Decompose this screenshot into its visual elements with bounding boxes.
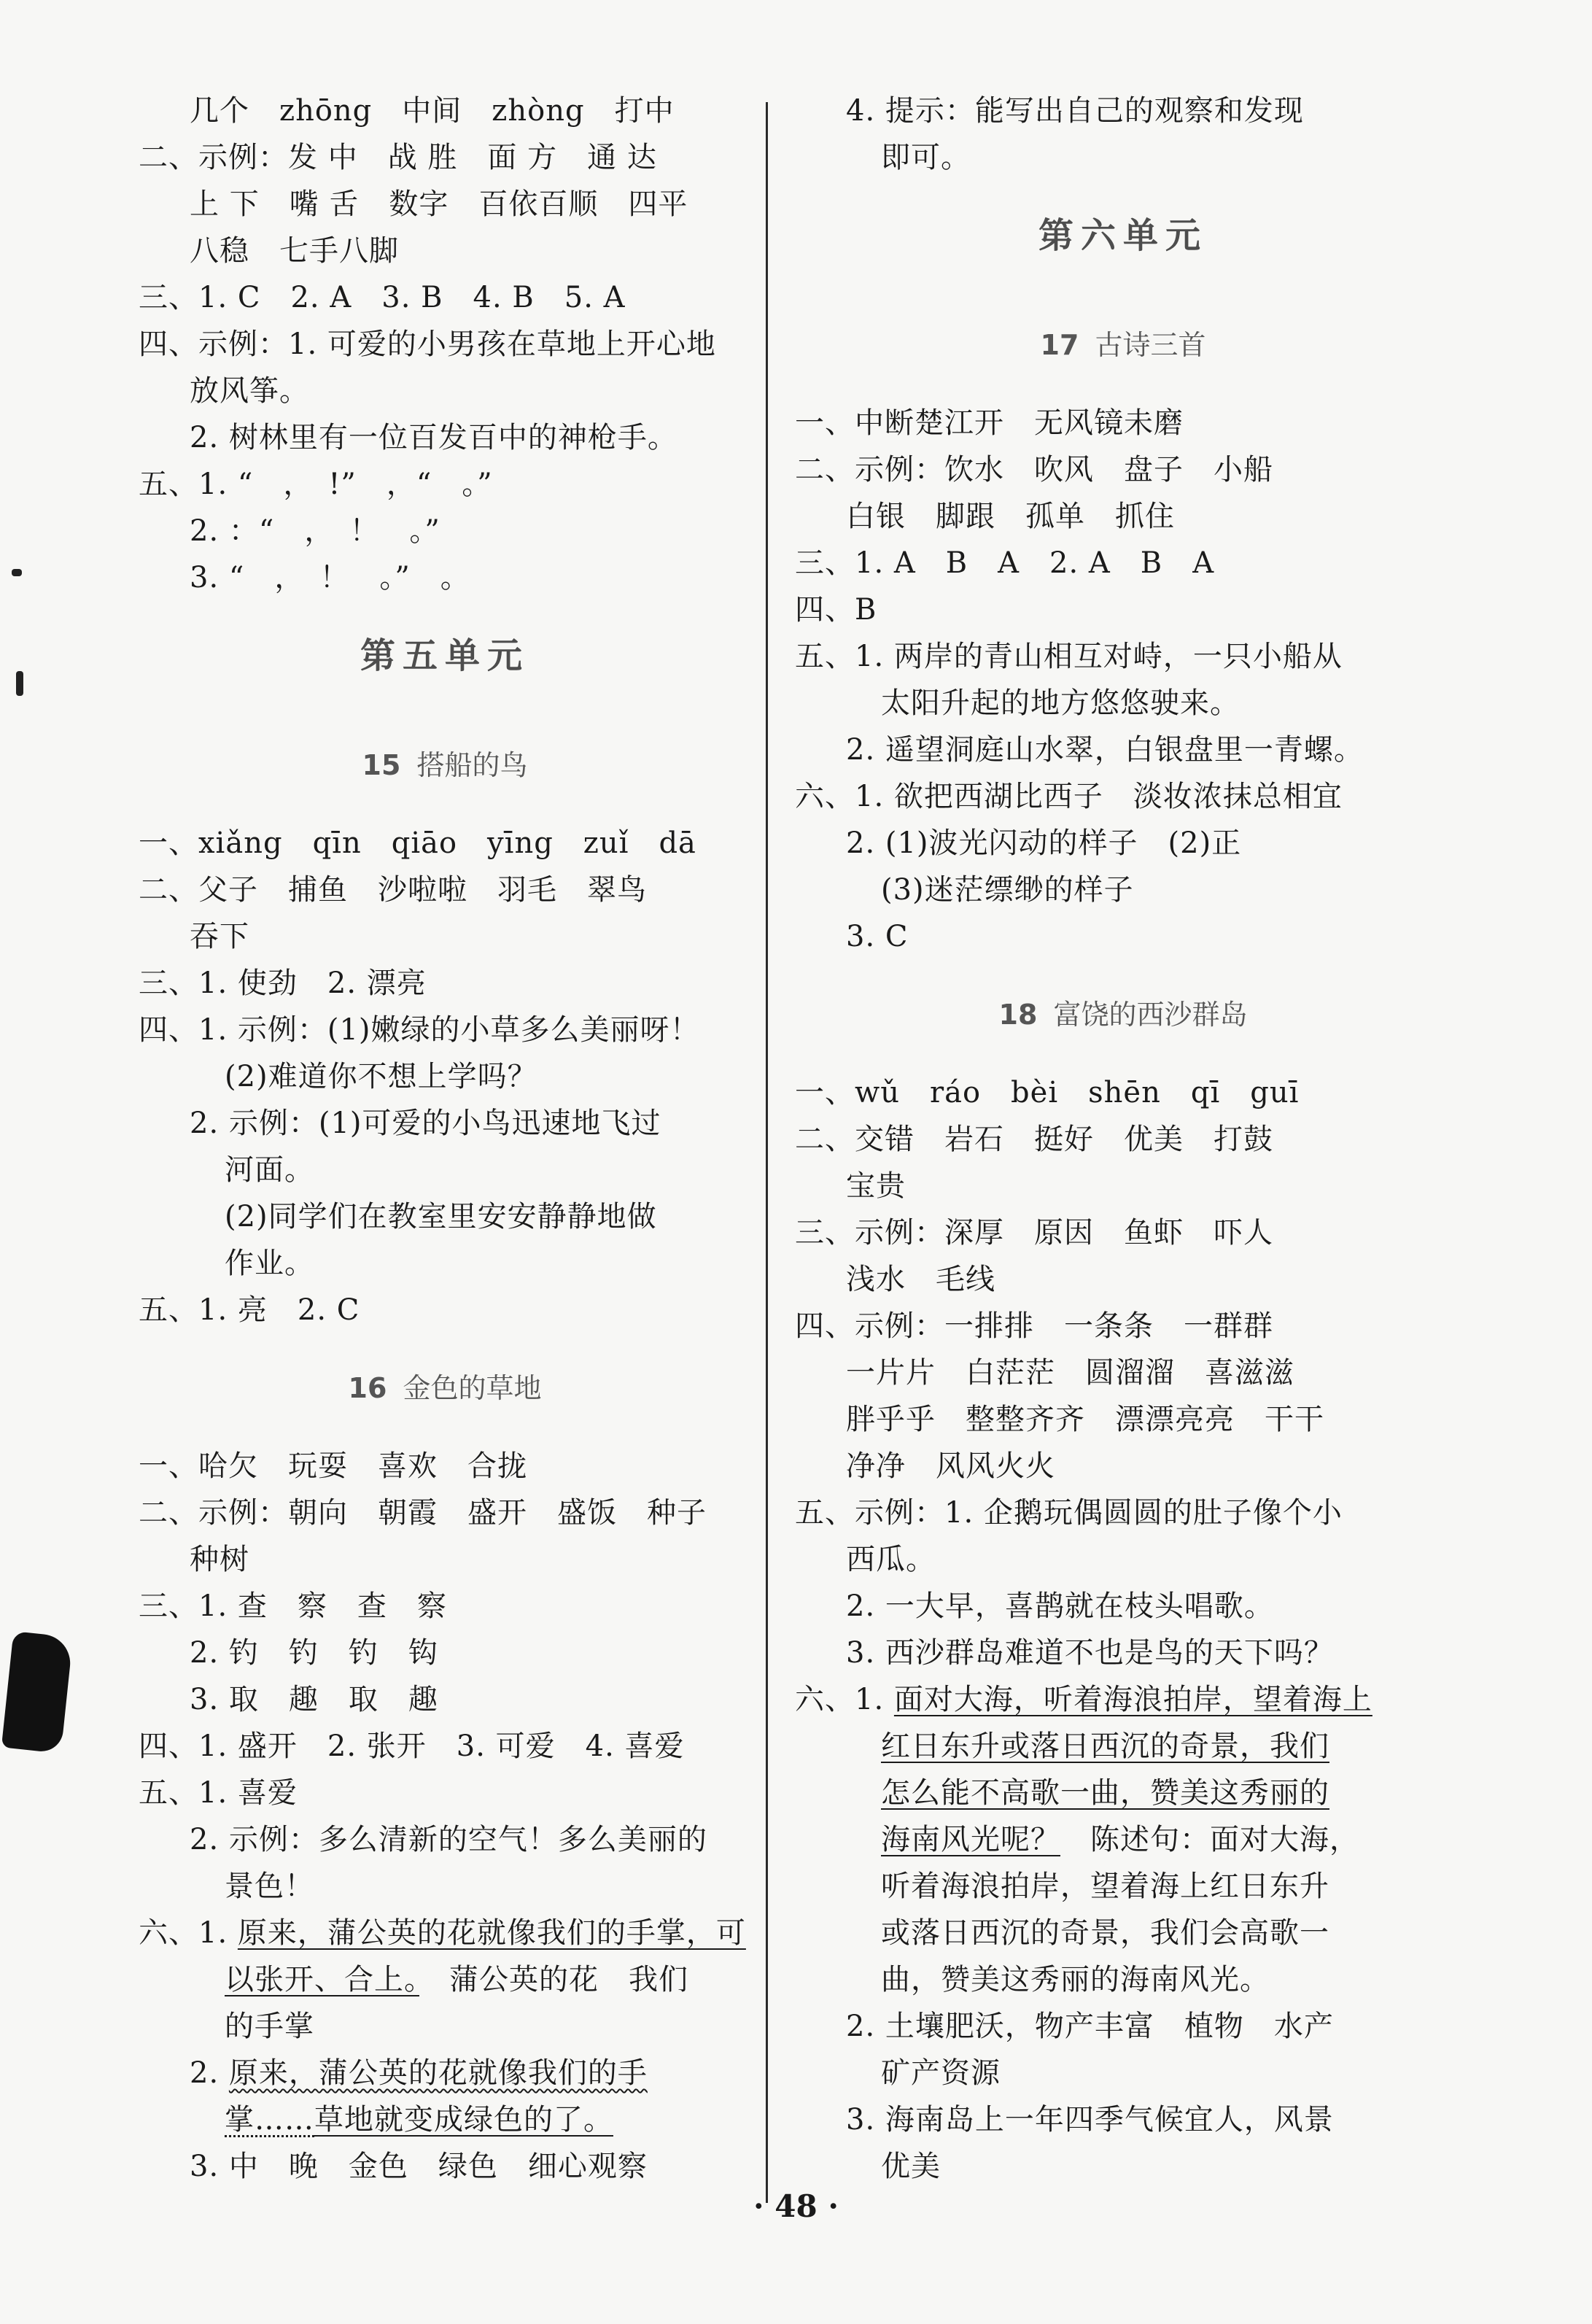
answer-line: 三、示例：深厚 原因 鱼虾 吓人 [795, 1216, 1273, 1250]
marked-text: 原来，蒲公英的花就像我们的手掌，可 [237, 1916, 746, 1950]
answer-line: 一、wǔ ráo bèi shēn qī guī [795, 1076, 1300, 1109]
answer-line: 的手掌 [225, 2010, 314, 2043]
answer-line: 2. 示例：(1)可爱的小鸟迅速地飞过 [190, 1107, 661, 1140]
answer-line: 五、1. 喜爱 [139, 1776, 298, 1810]
answer-line: 五、1. “ ， !” ，“ 。” [139, 468, 493, 501]
answer-line: 4. 提示：能写出自己的观察和发现 [846, 94, 1304, 128]
lesson-heading [139, 710, 751, 820]
lesson-number: 17 [1040, 329, 1079, 361]
answer-line: 一片片 白茫茫 圆溜溜 喜滋滋 [846, 1356, 1294, 1390]
answer-line: (2)难道你不想上学吗？ [225, 1060, 537, 1093]
answer-text: 六、1. [139, 1916, 238, 1950]
answer-line: 放风筝。 [190, 374, 309, 408]
answer-line: 四、1. 盛开 2. 张开 3. 可爱 4. 喜爱 [139, 1730, 685, 1763]
marked-text: 怎么能不高歌一曲，赞美这秀丽的 [881, 1776, 1329, 1810]
answer-line: 一、中断楚江开 无风镜未磨 [795, 406, 1184, 440]
answer-line: 3. 中 晚 金色 绿色 细心观察 [190, 2150, 648, 2183]
answer-line: 宝贵 [846, 1169, 906, 1203]
answer-line: 一、哈欠 玩耍 喜欢 合拢 [139, 1449, 527, 1483]
marked-text: 掌…… [225, 2103, 314, 2137]
answer-line: 四、示例：一排排 一条条 一群群 [795, 1309, 1273, 1343]
answer-line [139, 2050, 751, 2096]
left-column [139, 88, 751, 2190]
answer-line: 曲，赞美这秀丽的海南风光。 [881, 1963, 1270, 1996]
answer-line: 2. 钓 钓 钓 钩 [190, 1636, 438, 1670]
marked-text: 面对大海，听着海浪拍岸，望着海上 [893, 1683, 1372, 1716]
marked-text: 草地就变成绿色的了。 [314, 2103, 613, 2137]
scan-speck [12, 569, 22, 576]
answer-line: 矿产资源 [881, 2056, 1001, 2090]
marked-text: 原来，蒲公英的花就像我们的手 [228, 2056, 648, 2090]
answer-line [795, 1816, 1451, 1863]
lesson-number: 15 [362, 749, 401, 781]
answer-line: 五、1. 两岸的青山相互对峙，一只小船从 [795, 640, 1343, 673]
lesson-title: 富饶的西沙群岛 [1053, 999, 1248, 1031]
answer-line: 五、示例：1. 企鹅玩偶圆圆的肚子像个小 [795, 1496, 1343, 1530]
answer-line: 浅水 毛线 [846, 1263, 995, 1296]
answer-line: 2. ：“ ， ！ 。” [190, 514, 440, 548]
answer-line: 听着海浪拍岸，望着海上红日东升 [881, 1870, 1329, 1903]
marked-text: 海南风光呢？ [881, 1823, 1060, 1856]
answer-line: 净净 风风火火 [846, 1449, 1055, 1483]
answer-line: 太阳升起的地方悠悠驶来。 [881, 686, 1240, 720]
answer-line: 2. 树林里有一位百发百中的神枪手。 [190, 421, 677, 454]
answer-line: 景色！ [225, 1870, 314, 1903]
lesson-number: 18 [998, 999, 1038, 1031]
marked-text: 以张开、合上。 [225, 1963, 419, 1996]
answer-line: 三、1. 使劲 2. 漂亮 [139, 967, 427, 1000]
answer-line: 2. 遥望洞庭山水翠，白银盘里一青螺。 [846, 733, 1364, 767]
answer-line: 八稳 七手八脚 [190, 234, 399, 268]
answer-line: 二、示例：朝向 朝霞 盛开 盛饭 种子 [139, 1496, 707, 1530]
answer-line: 吞下 [190, 920, 249, 953]
answer-line [795, 1770, 1451, 1816]
answer-line [795, 1723, 1451, 1770]
answer-line: 3. 取 趣 取 趣 [190, 1683, 438, 1716]
answer-line: 种树 [190, 1543, 249, 1576]
lesson-heading [795, 960, 1451, 1069]
lesson-title: 金色的草地 [403, 1372, 542, 1404]
answer-line: 或落日西沉的奇景，我们会高歌一 [881, 1916, 1329, 1950]
unit-heading: 第五单元 [360, 635, 529, 676]
answer-line: 二、示例：发 中 战 胜 面 方 通 达 [139, 141, 657, 174]
answer-line [139, 2096, 751, 2143]
unit-heading: 第六单元 [1038, 215, 1208, 256]
answer-line: 二、示例：饮水 吹风 盘子 小船 [795, 453, 1273, 487]
column-divider [766, 102, 768, 2203]
answer-line [139, 1956, 751, 2003]
answer-line: (2)同学们在教室里安安静静地做 [225, 1200, 657, 1233]
lesson-title: 搭船的鸟 [416, 749, 528, 781]
right-column [795, 88, 1451, 2190]
page-number: · 48 · [753, 2188, 839, 2224]
answer-text: 陈述句：面对大海， [1060, 1823, 1359, 1856]
answer-line: 二、交错 岩石 挺好 优美 打鼓 [795, 1123, 1273, 1156]
answer-line: 三、1. C 2. A 3. B 4. B 5. A [139, 281, 626, 314]
answer-line: 胖乎乎 整整齐齐 漂漂亮亮 干干 [846, 1403, 1324, 1436]
lesson-heading [795, 290, 1451, 400]
lesson-number: 16 [348, 1372, 387, 1404]
answer-line: 上 下 嘴 舌 数字 百依百顺 四平 [190, 187, 688, 221]
answer-line: 3. “ ， ！ 。” 。 [190, 561, 470, 594]
answer-line: 3. 西沙群岛难道不也是鸟的天下吗？ [846, 1636, 1334, 1670]
answer-line: 白银 脚跟 孤单 抓住 [846, 500, 1175, 533]
answer-line: 3. 海南岛上一年四季气候宜人，风景 [846, 2103, 1334, 2137]
answer-line: 二、父子 捕鱼 沙啦啦 羽毛 翠鸟 [139, 873, 647, 907]
answer-line: 作业。 [225, 1247, 314, 1280]
answer-line: 三、1. A B A 2. A B A [795, 546, 1215, 580]
answer-line: 优美 [881, 2150, 941, 2183]
answer-text: 2. [190, 2056, 229, 2090]
answer-line [795, 1676, 1451, 1723]
answer-line: 2. (1)波光闪动的样子 (2)正 [846, 826, 1242, 860]
marked-text: 红日东升或落日西沉的奇景，我们 [881, 1730, 1329, 1763]
answer-line: 几个 zhōng 中间 zhòng 打中 [190, 94, 675, 128]
answer-text: 六、1. [795, 1683, 894, 1716]
answer-line: 2. 示例：多么清新的空气！多么美丽的 [190, 1823, 707, 1856]
answer-line: (3)迷茫缥缈的样子 [881, 873, 1134, 907]
answer-text: 蒲公英的花 我们 [419, 1963, 688, 1996]
answer-line: 五、1. 亮 2. C [139, 1293, 360, 1327]
lesson-heading [139, 1333, 751, 1443]
scan-ink-blot [1, 1631, 73, 1754]
answer-line: 四、1. 示例：(1)嫩绿的小草多么美丽呀！ [139, 1013, 700, 1047]
answer-line: 一、xiǎng qīn qiāo yīng zuǐ dā [139, 826, 696, 860]
answer-line: 即可。 [881, 141, 971, 174]
answer-line: 四、B [795, 593, 877, 627]
answer-line: 2. 土壤肥沃，物产丰富 植物 水产 [846, 2010, 1334, 2043]
answer-line [139, 1910, 751, 1956]
lesson-title: 古诗三首 [1095, 329, 1206, 361]
answer-line: 2. 一大早，喜鹊就在枝头唱歌。 [846, 1589, 1274, 1623]
answer-line: 三、1. 查 察 查 察 [139, 1589, 447, 1623]
answer-line: 西瓜。 [846, 1543, 936, 1576]
answer-line: 河面。 [225, 1153, 314, 1187]
scan-speck [16, 671, 23, 696]
answer-line: 3. C [846, 920, 909, 953]
answer-line: 六、1. 欲把西湖比西子 淡妆浓抹总相宜 [795, 780, 1343, 813]
answer-line: 四、示例：1. 可爱的小男孩在草地上开心地 [139, 328, 716, 361]
